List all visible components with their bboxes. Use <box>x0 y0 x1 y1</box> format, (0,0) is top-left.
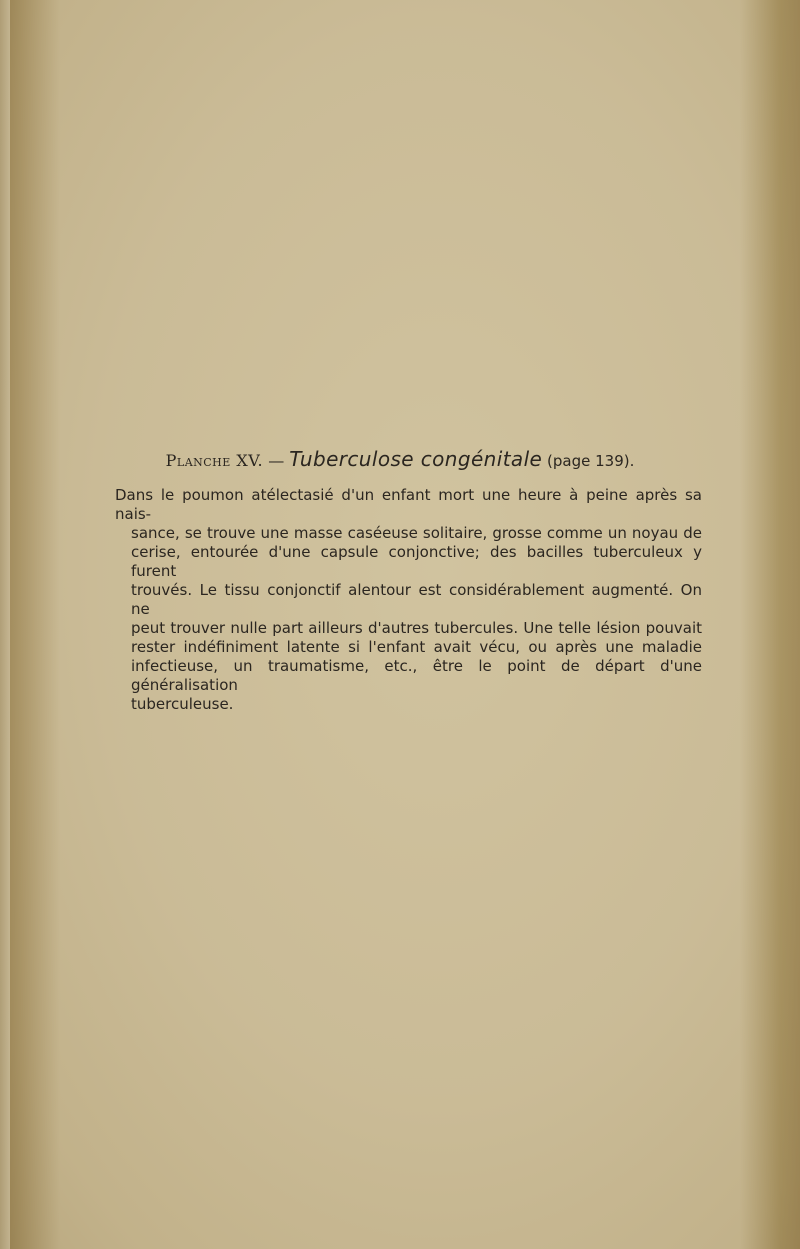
plate-title: Tuberculose congénitale <box>289 447 543 471</box>
plate-caption <box>0 447 800 471</box>
description-line: peut trouver nulle part ailleurs d'autres tubercules. Une telle lésion pouvait <box>131 619 702 637</box>
description-line: trouvés. Le tissu conjonctif alentour est considérablement augmenté. On ne <box>131 581 702 618</box>
page-binding-edge <box>0 0 10 1249</box>
description-line: cerise, entourée d'une capsule conjonctive; des bacilles tuberculeux y furent <box>131 543 702 580</box>
plate-number: Planche XV. <box>165 451 264 470</box>
plate-description <box>115 486 702 714</box>
page-reference: (page 139). <box>542 452 635 470</box>
caption-dash: — <box>263 451 290 470</box>
description-line: infectieuse, un traumatisme, etc., être le point de départ d'une généralisation <box>131 657 702 694</box>
description-line: Dans le poumon atélectasié d'un enfant mort une heure à peine après sa nais- <box>115 486 702 523</box>
description-line: tuberculeuse. <box>131 695 234 713</box>
description-line: rester indéfiniment latente si l'enfant avait vécu, ou après une maladie <box>131 638 702 656</box>
description-line: sance, se trouve une masse caséeuse solitaire, grosse comme un noyau de <box>131 524 702 542</box>
